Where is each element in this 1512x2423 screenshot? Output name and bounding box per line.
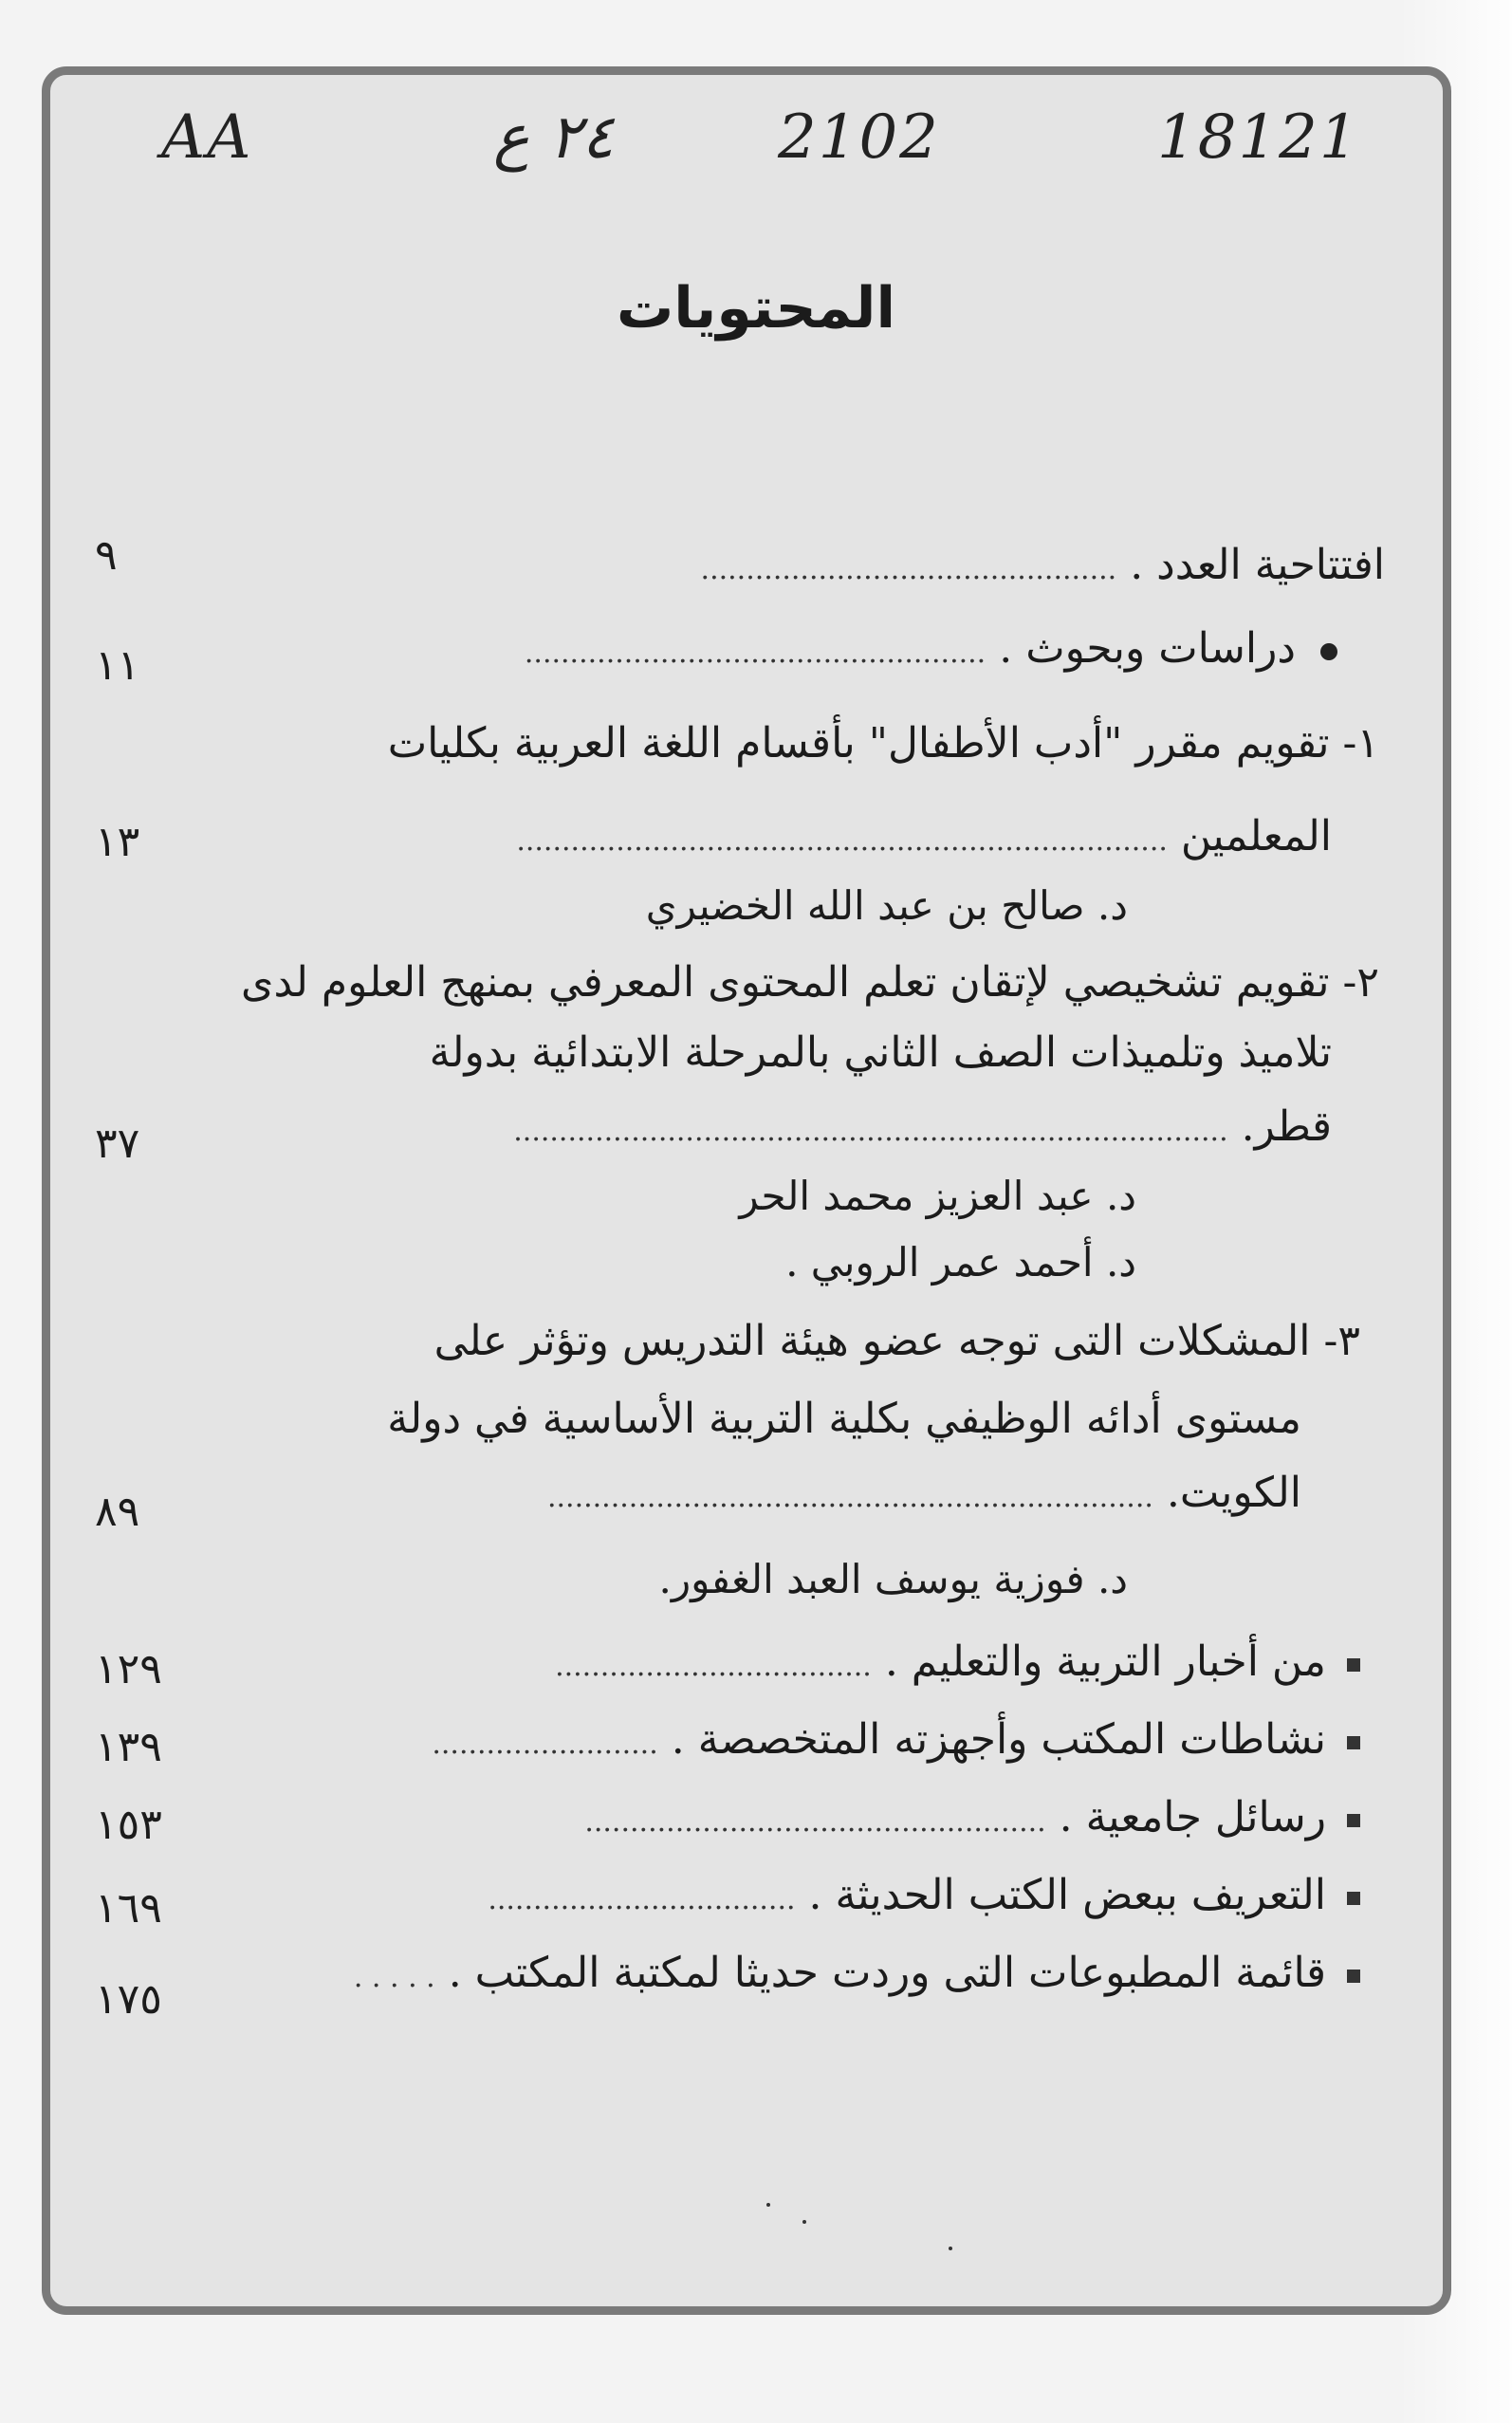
- bullet-icon: [1347, 1814, 1360, 1827]
- entry-title-cont: تلاميذ وتلميذات الصف الثاني بالمرحلة الابتدائية بدولة: [429, 1028, 1332, 1077]
- page-number: ١١: [95, 641, 140, 690]
- page-number: ١٦٩: [95, 1884, 162, 1933]
- entry-title: نشاطات المكتب وأجهزته المتخصصة .: [671, 1715, 1326, 1764]
- page-number: ١٧٥: [95, 1975, 162, 2024]
- entry-title: التعريف ببعض الكتب الحديثة .: [808, 1871, 1326, 1919]
- leader-dots: ..............................................: [700, 553, 1117, 586]
- leader-dots: ........................................................................: [516, 824, 1168, 858]
- entry-title-cont: الكويت.: [1166, 1469, 1301, 1517]
- page-number: ١٥٣: [95, 1801, 162, 1849]
- toc-entry: [584, 1793, 1360, 1869]
- handwritten-note-center-left: ٢٤ ع: [493, 102, 615, 173]
- handwritten-note-left: AA: [161, 102, 253, 173]
- toc-entry: [525, 624, 1337, 700]
- leader-dots: ...................................................: [524, 637, 986, 670]
- entry-title: من أخبار التربية والتعليم .: [884, 1637, 1326, 1686]
- entry-title: تقويم تشخيصي لإتقان تعلم المحتوى المعرفي بمنهج العلوم لدى: [241, 958, 1330, 1007]
- toc-entry: [432, 1715, 1360, 1791]
- page-title: المحتويات: [616, 275, 896, 342]
- toc-entry-line: [430, 1028, 1332, 1104]
- entry-title: افتتاحية العدد .: [1130, 541, 1385, 589]
- author: د. أحمد عمر الروبي .: [785, 1239, 1136, 1285]
- author: د. صالح بن عبد الله الخضيري: [645, 882, 1128, 929]
- toc-entry-line: [241, 958, 1379, 1034]
- leader-dots: .........................: [432, 1728, 658, 1761]
- toc-entry: [555, 1637, 1360, 1713]
- entry-title: دراسات وبحوث .: [999, 624, 1296, 673]
- entry-number: ٢-: [1342, 958, 1379, 1007]
- bullet-icon: [1347, 1658, 1360, 1672]
- leader-dots: ...................................................................: [546, 1481, 1153, 1514]
- handwritten-note-right: 18121: [1157, 102, 1360, 173]
- leader-dots: ...................................: [555, 1650, 872, 1683]
- toc-entry-line: [513, 1102, 1332, 1178]
- handwritten-note-center: 2102: [778, 102, 940, 173]
- bullet-icon: [1347, 1970, 1360, 1983]
- toc-entry-line: [516, 812, 1332, 888]
- leader-dots: ..................................: [488, 1883, 796, 1916]
- leader-dots: . . . . .: [353, 1961, 435, 1994]
- leader-dots: ...................................................: [584, 1805, 1046, 1839]
- author: د. فوزية يوسف العبد الغفور.: [658, 1556, 1128, 1602]
- bullet-icon: [1347, 1892, 1360, 1905]
- entry-title: المشكلات التى توجه عضو هيئة التدريس وتؤثر على: [433, 1317, 1311, 1365]
- leader-dots: ...............................................................................: [513, 1115, 1228, 1148]
- toc-entry: [701, 541, 1385, 617]
- page-number: ١٢٩: [95, 1645, 162, 1693]
- toc-entry: [354, 1949, 1360, 2025]
- toc-entry-line: [434, 1317, 1360, 1393]
- scan-speck: [766, 2203, 770, 2207]
- entry-title-cont: مستوى أدائه الوظيفي بكلية التربية الأساسية في دولة: [387, 1395, 1301, 1443]
- author: د. عبد العزيز محمد الحر: [739, 1173, 1136, 1219]
- entry-title: قائمة المطبوعات التى وردت حديثا لمكتبة المكتب .: [448, 1949, 1326, 1997]
- entry-title: رسائل جامعية .: [1059, 1793, 1326, 1841]
- entry-number: ٣-: [1323, 1317, 1360, 1365]
- bullet-icon: [1320, 643, 1337, 660]
- page-number: ٣٧: [95, 1119, 140, 1168]
- bullet-icon: [1347, 1736, 1360, 1749]
- page-number: ١٣٩: [95, 1723, 162, 1771]
- entry-number: ١-: [1342, 719, 1379, 768]
- page-number: ١٣: [95, 818, 140, 866]
- toc-entry-line: [388, 719, 1379, 795]
- toc-entry-line: [547, 1469, 1301, 1544]
- entry-title-cont: قطر.: [1241, 1102, 1332, 1151]
- scan-speck: [802, 2220, 806, 2224]
- toc-entry-line: [387, 1395, 1301, 1470]
- entry-title-cont: المعلمين: [1180, 812, 1332, 860]
- toc-entry: [488, 1871, 1360, 1947]
- page-number: ٨٩: [95, 1488, 140, 1536]
- entry-title: تقويم مقرر "أدب الأطفال" بأقسام اللغة العربية بكليات: [387, 719, 1330, 768]
- page-number: ٩: [95, 531, 118, 580]
- scan-speck: [949, 2247, 952, 2250]
